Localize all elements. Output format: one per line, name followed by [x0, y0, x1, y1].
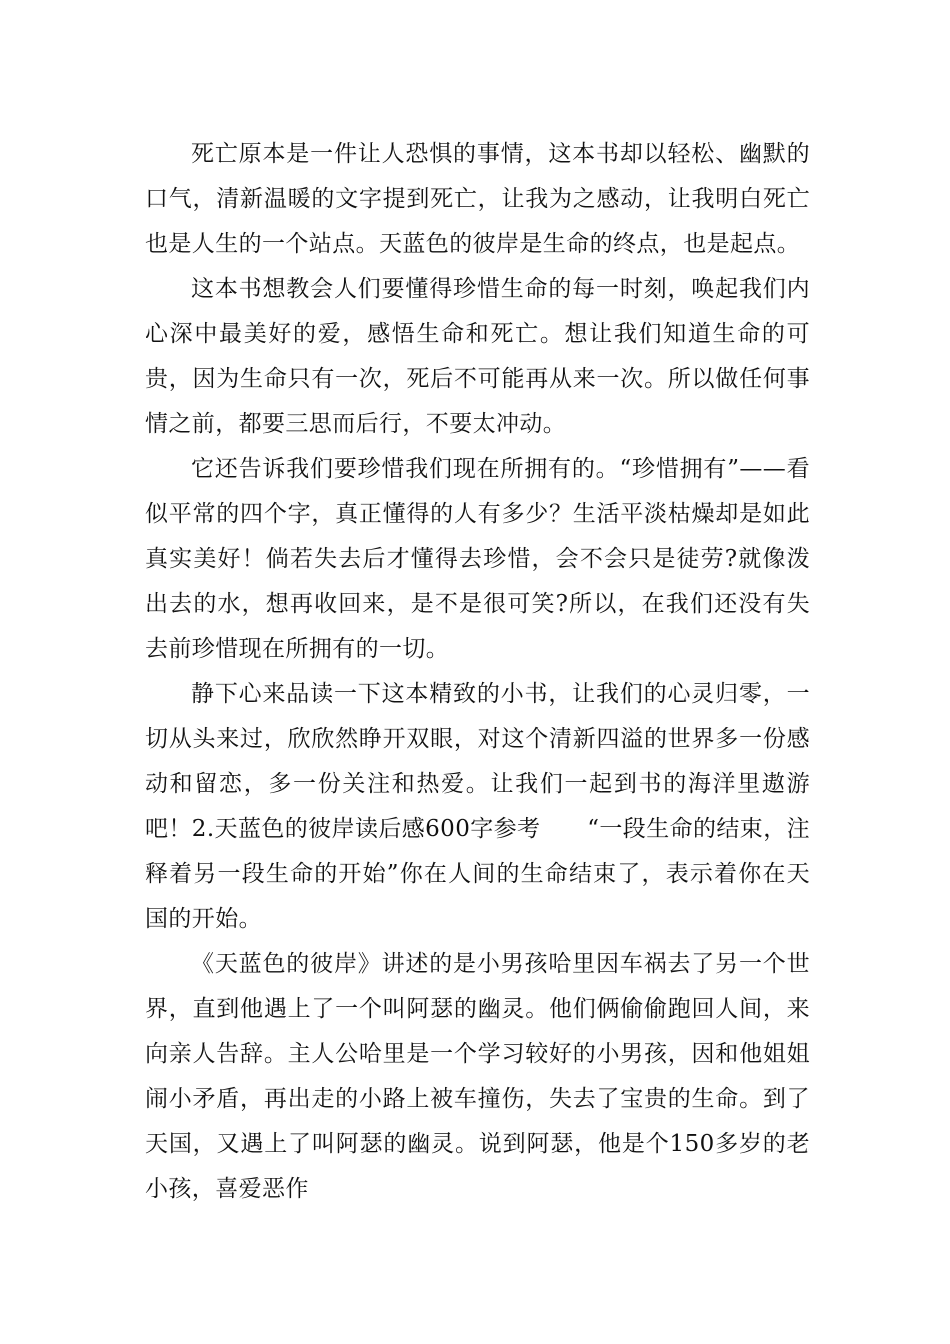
paragraph-4: 静下心来品读一下这本精致的小书，让我们的心灵归零，一切从头来过，欣欣然睁开双眼，对这个清新四溢的世界多一份感动和留恋，多一份关注和热爱。让我们一起到书的海洋里遨游吧！2.天蓝色的彼岸读后感600字参考 “一段生命的结束，注释着另一段生命的开始”你在人间的生命结束了，表示着你在天国的开始。: [145, 681, 811, 932]
document-body: [145, 132, 810, 1212]
paragraph-1: 死亡原本是一件让人恐惧的事情，这本书却以轻松、幽默的口气，清新温暖的文字提到死亡，让我为之感动，让我明白死亡也是人生的一个站点。天蓝色的彼岸是生命的终点，也是起点。: [145, 141, 810, 257]
paragraph-2: 这本书想教会人们要懂得珍惜生命的每一时刻，唤起我们内心深中最美好的爱，感悟生命和死亡。想让我们知道生命的可贵，因为生命只有一次，死后不可能再从来一次。所以做任何事情之前，都要三思而后行，不要太冲动。: [145, 276, 810, 437]
paragraph-5: 《天蓝色的彼岸》讲述的是小男孩哈里因车祸去了另一个世界，直到他遇上了一个叫阿瑟的幽灵。他们俩偷偷跑回人间，来向亲人告辞。主人公哈里是一个学习较好的小男孩，因和他姐姐闹小矛盾，再出走的小路上被车撞伤，失去了宝贵的生命。到了天国，又遇上了叫阿瑟的幽灵。说到阿瑟，他是个150多岁的老小孩，喜爱恶作: [145, 951, 810, 1202]
paragraph-3: 它还告诉我们要珍惜我们现在所拥有的。“珍惜拥有”——看似平常的四个字，真正懂得的人有多少？生活平淡枯燥却是如此真实美好！倘若失去后才懂得去珍惜，会不会只是徒劳?就像泼出去的水，想再收回来，是不是很可笑?所以，在我们还没有失去前珍惜现在所拥有的一切。: [145, 456, 810, 662]
